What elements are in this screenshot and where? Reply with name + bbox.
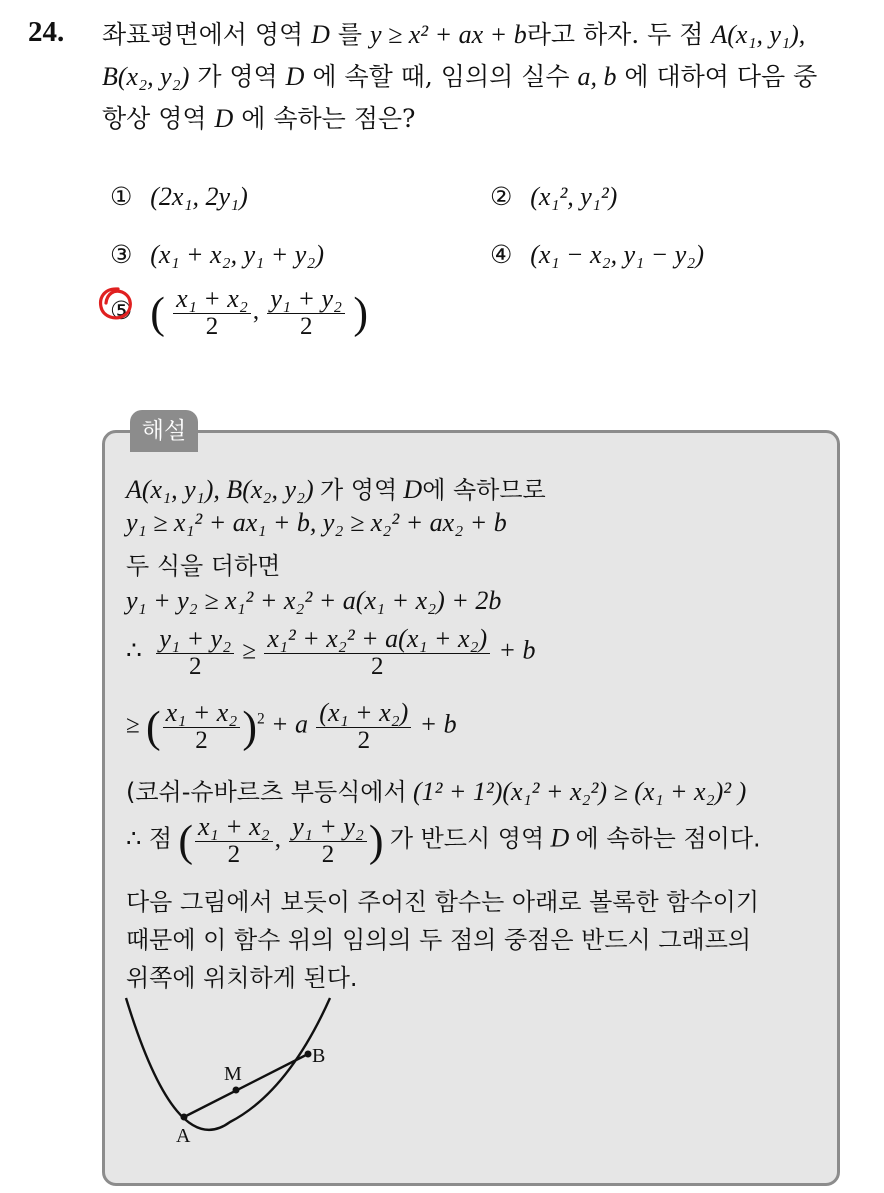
denominator: 2 <box>357 727 371 754</box>
solution-line-3: 두 식을 더하면 <box>126 552 281 580</box>
choice-number: ⑤ <box>110 297 133 325</box>
numerator: x₁ + x₂ <box>176 284 248 313</box>
answer-circle-icon <box>96 284 136 324</box>
inequality: y ≥ x² + ax + b <box>369 20 527 49</box>
sol-text: 가 반드시 영역 <box>389 824 545 853</box>
solution-line-6 <box>126 700 457 754</box>
choice-expression: (x₁ − x₂, y₁ − y₂) <box>530 240 704 269</box>
solution-para-1: 다음 그림에서 보듯이 주어진 함수는 아래로 볼록한 함수이기 <box>126 888 760 916</box>
denominator: 2 <box>205 313 219 340</box>
solution-para-2: 때문에 이 함수 위의 임의의 두 점의 중점은 반드시 그래프의 <box>126 926 752 954</box>
choice-3[interactable] <box>110 240 324 270</box>
stem-text: 항상 영역 <box>102 104 207 133</box>
sol-text: 에 속하는 점이다. <box>575 824 761 853</box>
choice-4[interactable] <box>490 240 704 270</box>
convex-graph <box>118 992 358 1152</box>
choice-5[interactable]: ⑤ ( $\frac{\text{x₁ + x₂}}{2}$ , $\frac{\text{y₁ + y₂}}{2}$ ) <box>110 284 368 340</box>
reals-symbols: a, b <box>577 62 617 91</box>
therefore-symbol: ∴ <box>126 637 142 665</box>
fraction-b <box>316 700 411 754</box>
stem-text: 에 대하여 다음 중 <box>624 62 818 91</box>
sol-text: ∴ 점 <box>126 824 173 853</box>
fraction-right <box>264 626 490 680</box>
numerator: x₁ + x₂ <box>198 812 270 841</box>
solution-line-2 <box>126 508 507 538</box>
region-symbol: D <box>285 62 305 91</box>
denominator: 2 <box>299 313 313 340</box>
solution-line-7 <box>126 772 746 807</box>
numerator: (x₁ + x₂) <box>319 698 409 727</box>
fraction-y <box>289 814 367 868</box>
denominator: 2 <box>227 841 241 868</box>
choice-number: ③ <box>110 242 133 269</box>
stem-text: 를 <box>337 20 362 49</box>
sol-text: 에 속하므로 <box>422 476 546 504</box>
sol-text: 가 영역 <box>319 476 398 504</box>
points-ab: A(x₁, y₁), B(x₂, y₂) <box>126 475 314 504</box>
stem-line-1 <box>102 14 884 56</box>
fraction-y <box>267 286 345 340</box>
point-a-dot <box>181 1114 188 1121</box>
solution-line-8: ∴ 점 ( $\frac{\text{x₁ + x₂}}{2}$ , $\frac{\text{y₁ + y₂}}{2}$ ) 가 반드시 영역 D 에 속하는 점이다. <box>126 812 761 868</box>
paren-close: ) <box>368 816 384 866</box>
region-symbol: D <box>403 475 423 504</box>
numerator: y₁ + y₂ <box>292 812 364 841</box>
fraction-left <box>156 626 234 680</box>
paren-open: ( <box>150 288 165 338</box>
denominator: 2 <box>195 727 208 754</box>
fraction-x <box>173 286 251 340</box>
question-number: 24. <box>28 16 65 48</box>
numerator: y₁ + y₂ <box>159 624 232 653</box>
tail: + b <box>498 635 536 665</box>
region-symbol: D <box>311 20 330 49</box>
fraction-x <box>195 814 273 868</box>
sum-inequality: y₁ + y₂ ≥ x₁² + x₂² + a(x₁ + x₂) + 2b <box>126 586 502 615</box>
numerator: y₁ + y₂ <box>270 284 343 313</box>
stem-text: 에 속하는 점은? <box>241 104 416 133</box>
ge-symbol: ≥ <box>242 637 257 665</box>
ge-symbol: ≥ <box>126 711 140 739</box>
fraction-a <box>163 700 241 754</box>
mid: + a <box>271 709 309 739</box>
choice-number: ① <box>110 184 133 211</box>
choice-expression: (2x₁, 2y₁) <box>150 182 248 211</box>
question-stem <box>102 14 884 140</box>
paren-open: ( <box>178 816 193 866</box>
inequalities: y₁ ≥ x₁² + ax₁ + b, y₂ ≥ x₂² + ax₂ + b <box>126 508 507 537</box>
stem-text: 에 속할 때, 임의의 실수 <box>312 62 570 91</box>
point-a: A(x₁, y₁), <box>711 20 806 49</box>
denominator: 2 <box>321 841 335 868</box>
point-m-dot <box>233 1087 240 1094</box>
solution-line-4 <box>126 586 501 616</box>
paren-close: ) <box>242 702 257 752</box>
choice-expression: (x₁², y₁²) <box>530 182 618 211</box>
sol-text: (코쉬-슈바르츠 부등식에서 <box>126 778 407 806</box>
chord-ab <box>184 1054 308 1117</box>
paren-close: ) <box>353 288 368 338</box>
choice-number: ④ <box>490 242 513 269</box>
solution-line-1 <box>126 470 546 505</box>
choice-2[interactable] <box>490 182 617 212</box>
choice-1[interactable] <box>110 182 248 212</box>
point-b: B(x₂, y₂) <box>102 62 190 91</box>
label-b: B <box>312 1045 326 1067</box>
choice-number: ② <box>490 184 513 211</box>
point-b-dot <box>305 1051 312 1058</box>
region-symbol: D <box>550 823 570 853</box>
stem-text: 좌표평면에서 영역 <box>102 20 304 49</box>
denominator: 2 <box>371 653 384 680</box>
stem-text: 가 영역 <box>197 62 278 91</box>
choice-expression: (x₁ + x₂, y₁ + y₂) <box>150 240 324 269</box>
denominator: 2 <box>189 653 202 680</box>
stem-text: 라고 하자. 두 점 <box>526 20 704 49</box>
solution-line-5 <box>126 626 536 680</box>
tail: + b <box>419 709 457 739</box>
solution-para-3: 위쪽에 위치하게 된다. <box>126 964 358 992</box>
numerator: x₁² + x₂² + a(x₁ + x₂) <box>267 624 488 653</box>
stem-line-3 <box>102 98 884 140</box>
stem-line-2 <box>102 56 884 98</box>
region-symbol: D <box>214 104 234 133</box>
exponent: 2 <box>257 710 265 728</box>
numerator: x₁ + x₂ <box>165 698 238 727</box>
paren-open: ( <box>145 702 161 752</box>
label-a: A <box>176 1125 191 1147</box>
label-m: M <box>224 1063 242 1085</box>
cauchy-schwarz: (1² + 1²)(x₁² + x₂²) ≥ (x₁ + x₂)² ) <box>412 777 747 806</box>
solution-tab: 해설 <box>130 410 198 452</box>
